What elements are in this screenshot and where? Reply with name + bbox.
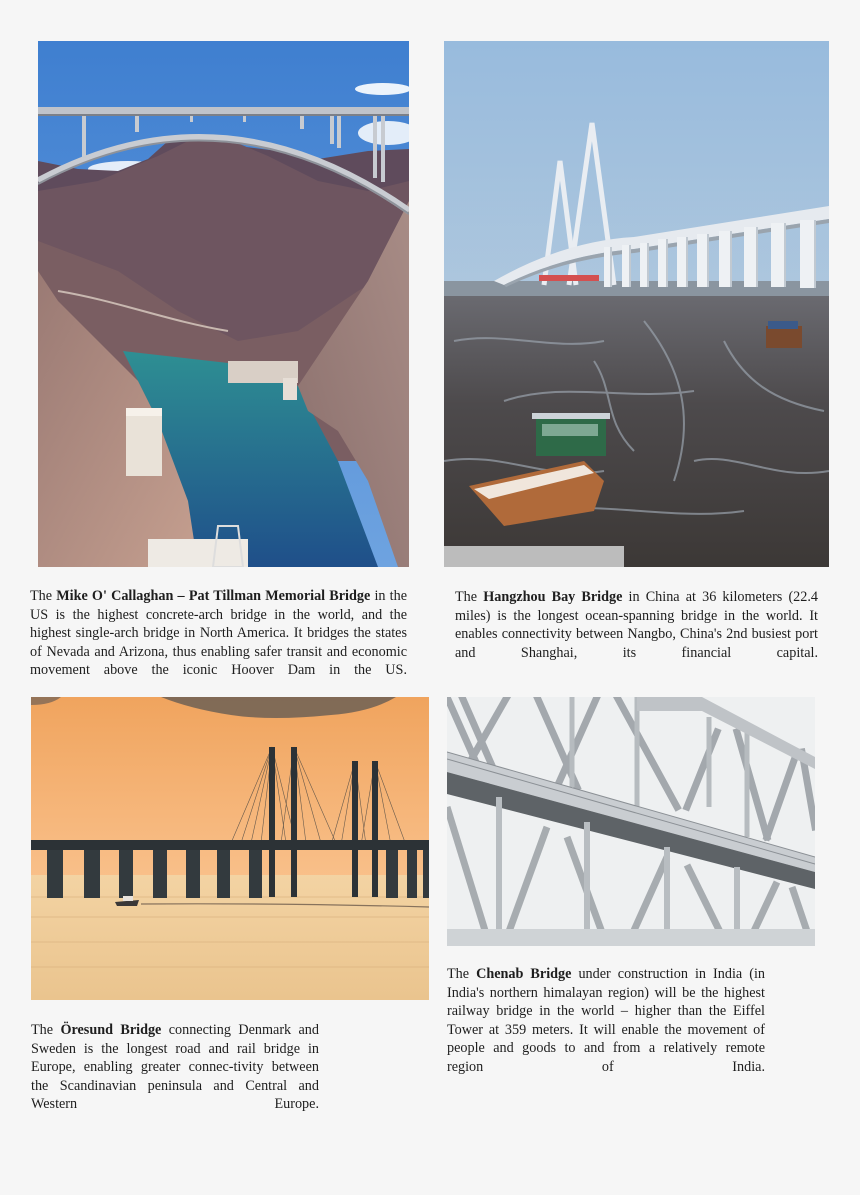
caption-prefix: The bbox=[31, 1022, 61, 1038]
bridge-name: Mike O' Callaghan – Pat Tillman Memorial Bridge bbox=[56, 588, 371, 604]
caption-body: in China at 36 kilometers (22.4 miles) is the longest ocean-spanning bridge in the world. It enables connectivity between Nangbo, China's 2nd busiest port and Shanghai, its financial capital. bbox=[455, 589, 819, 661]
sea-bridge-mudflats-image bbox=[444, 41, 829, 567]
caption-body: under construction in India (in India's northern himalayan region) will be the highest railway bridge in the world – higher than the Eiffel Tower at 359 meters. It will enable the movement of people and goods to and from a relatively remote region of India. bbox=[447, 966, 765, 1075]
arch-bridge-canyon-image bbox=[38, 41, 409, 567]
caption-prefix: The bbox=[447, 966, 477, 982]
oresund-bridge-caption bbox=[31, 1021, 319, 1114]
caption-body: in the US is the highest concrete-arch bridge in the world, and the highest single-arch bridge in North America. It bridges the states of Nevada and Arizona, thus enabling safer transit and economic movement above the iconic Hoover Dam in the US. bbox=[30, 588, 408, 679]
bridge-name: Öresund Bridge bbox=[60, 1022, 162, 1038]
caption-prefix: The bbox=[30, 588, 57, 604]
caption-body: connecting Denmark and Sweden is the longest road and rail bridge in Europe, enabling greater connec-tivity between the Scandinavian peninsula and Central and Western Europe. bbox=[31, 1022, 319, 1113]
chenab-bridge-photo bbox=[447, 697, 815, 946]
sunset-cable-bridge-image bbox=[31, 697, 429, 1000]
caption-prefix: The bbox=[455, 589, 484, 605]
mike-ocallaghan-bridge-caption bbox=[30, 587, 407, 680]
bridge-name: Chenab Bridge bbox=[476, 966, 572, 982]
hangzhou-bay-bridge-caption bbox=[455, 588, 818, 662]
steel-truss-bridge-image bbox=[447, 697, 815, 946]
hangzhou-bay-bridge-photo bbox=[444, 41, 829, 567]
oresund-bridge-photo bbox=[31, 697, 429, 1000]
chenab-bridge-caption bbox=[447, 965, 765, 1077]
bridge-name: Hangzhou Bay Bridge bbox=[483, 589, 623, 605]
mike-ocallaghan-bridge-photo bbox=[38, 41, 409, 567]
